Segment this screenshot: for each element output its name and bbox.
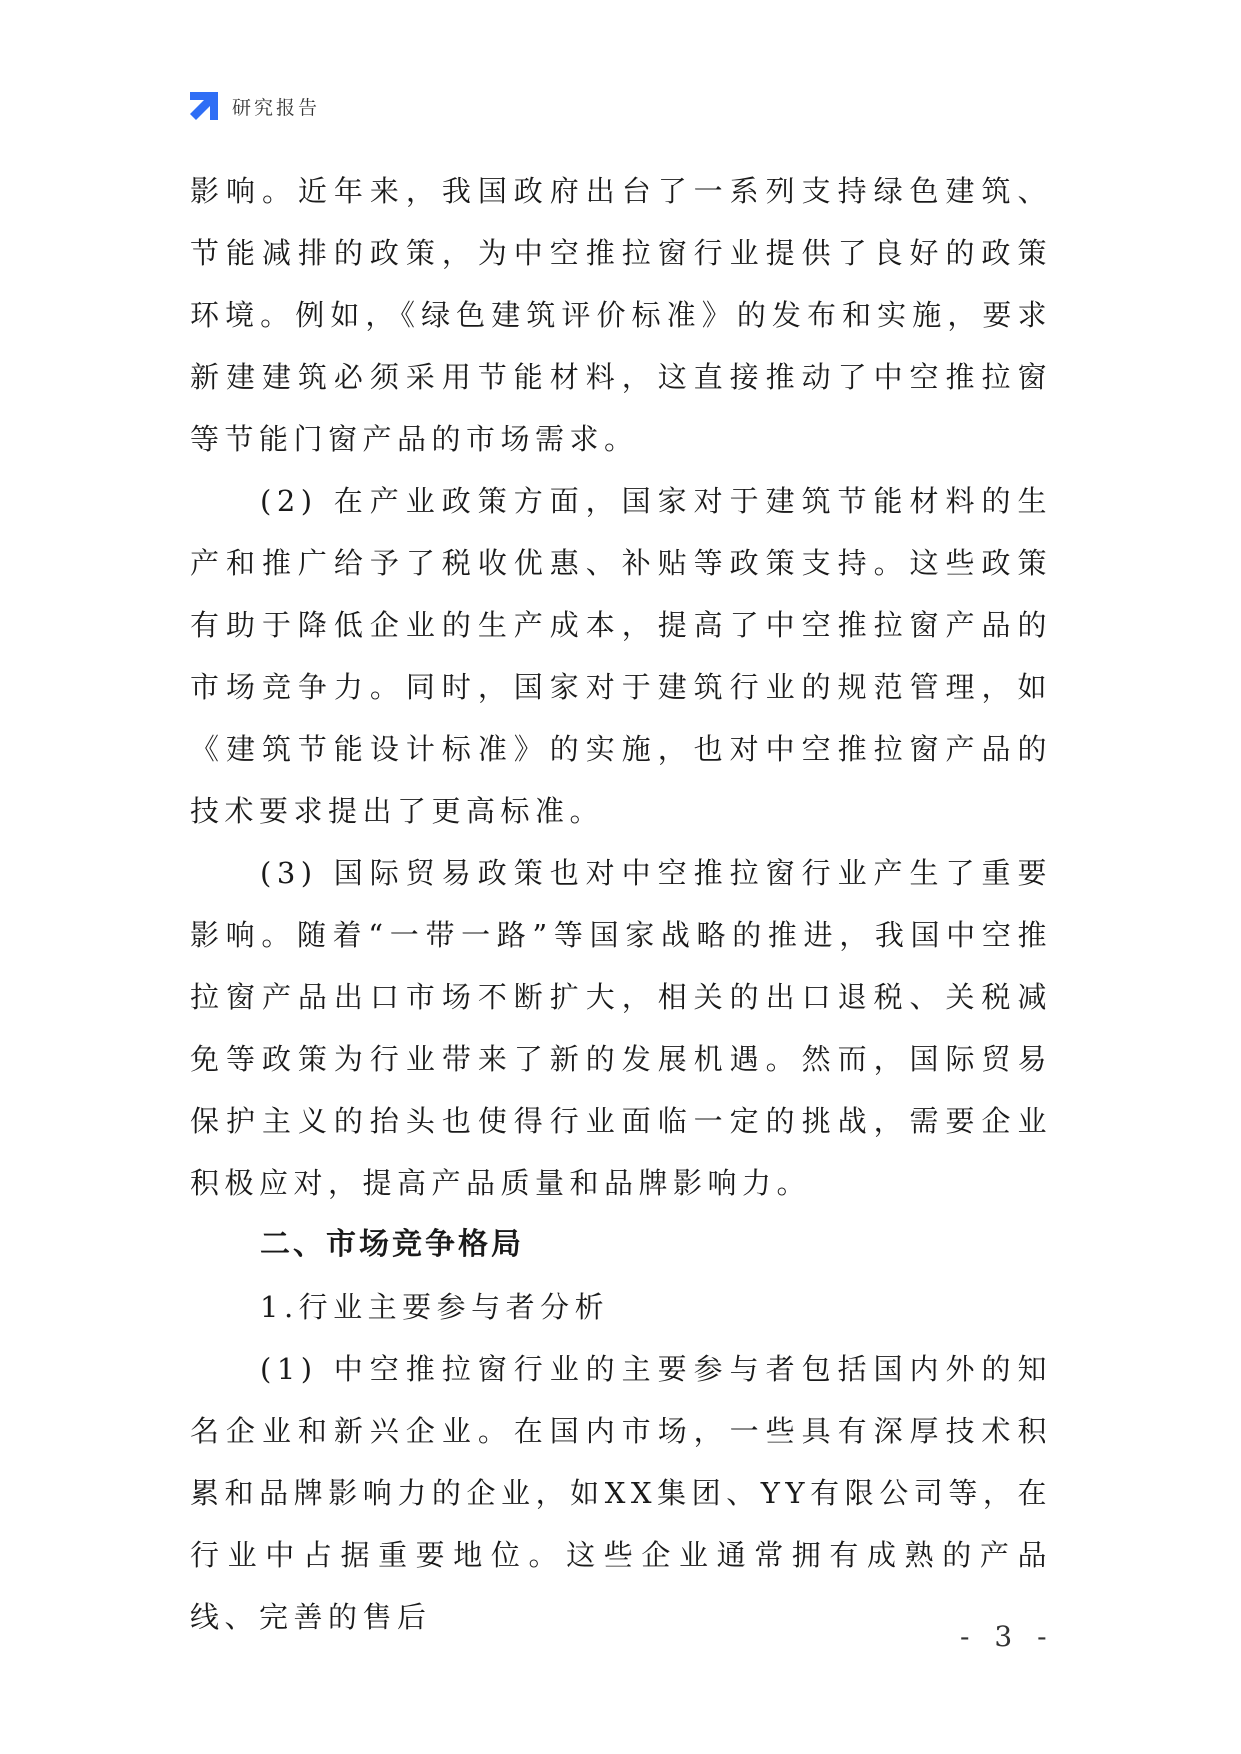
paragraph-continued: 影响。近年来，我国政府出台了一系列支持绿色建筑、节能减排的政策，为中空推拉窗行业提供了良好的政策环境。例如，《绿色建筑评价标准》的发布和实施，要求新建建筑必须采用节能材料，这直接推动了中空推拉窗等节能门窗产品的市场需求。 — [190, 174, 1052, 456]
arrow-logo-icon — [188, 90, 220, 122]
paragraph-after: (1) 中空推拉窗行业的主要参与者包括国内外的知名企业和新兴企业。在国内市场，一些具有深厚技术积累和品牌影响力的企业，如XX集团、YY有限公司等，在行业中占据重要地位。这些企业通常拥有成熟的产品线、完善的售后 — [190, 1352, 1052, 1634]
header-title: 研究报告 — [232, 96, 321, 119]
document-body — [190, 160, 1052, 1648]
page-header — [188, 88, 320, 124]
subsection-heading: 1.行业主要参与者分析 — [260, 1290, 610, 1324]
page-number: - 3 - — [960, 1620, 1055, 1653]
paragraph-2: (2) 在产业政策方面，国家对于建筑节能材料的生产和推广给予了税收优惠、补贴等政策支持。这些政策有助于降低企业的生产成本，提高了中空推拉窗产品的市场竞争力。同时，国家对于建筑行业的规范管理，如《建筑节能设计标准》的实施，也对中空推拉窗产品的技术要求提出了更高标准。 — [190, 484, 1052, 828]
section-heading: 二、市场竞争格局 — [260, 1227, 524, 1262]
paragraph-3: (3) 国际贸易政策也对中空推拉窗行业产生了重要影响。随着“一带一路”等国家战略的推进，我国中空推拉窗产品出口市场不断扩大，相关的出口退税、关税减免等政策为行业带来了新的发展机遇。然而，国际贸易保护主义的抬头也使得行业面临一定的挑战，需要企业积极应对，提高产品质量和品牌影响力。 — [190, 856, 1052, 1200]
